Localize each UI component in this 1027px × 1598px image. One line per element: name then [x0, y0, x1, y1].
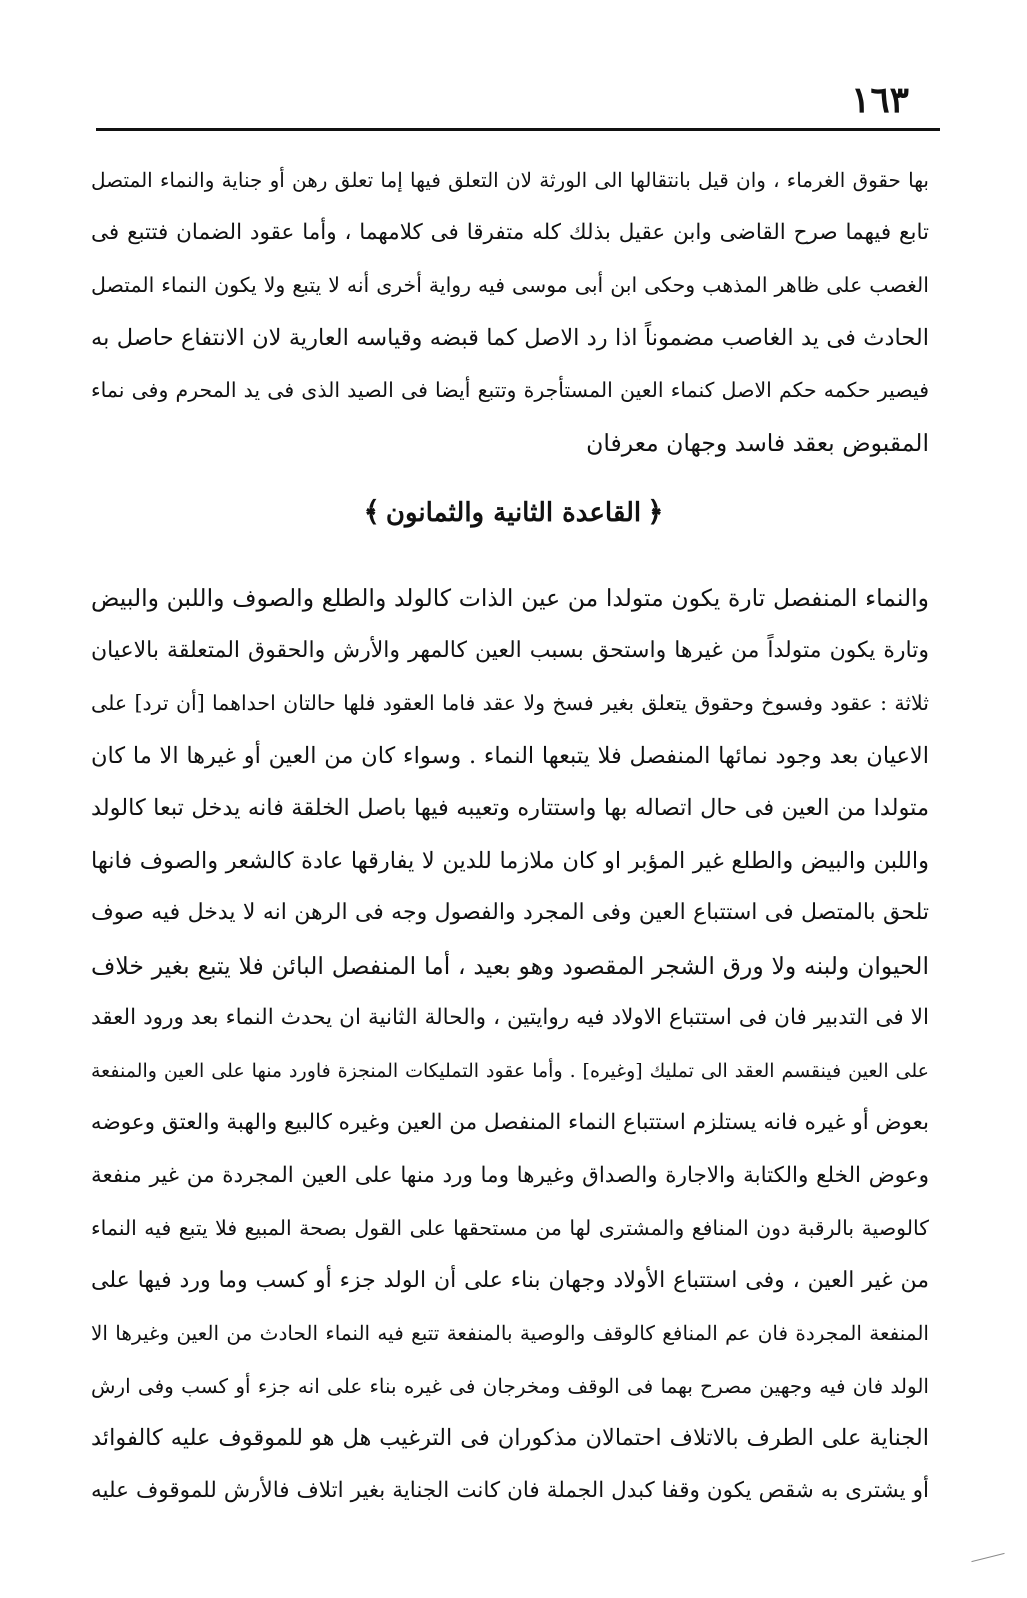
text-line: على العين فينقسم العقد الى تمليك [وغيره] . وأما عقود التمليكات المنجزة فاورد منها على العين والمنفعة [91, 1059, 929, 1082]
text-line: متولدا من العين فى حال اتصاله بها واستتاره وتعيبه فيها باصل الخلقة فانه يدخل تبعا كالولد [91, 795, 929, 821]
ornamental-bracket-close: ﴾ [363, 495, 380, 528]
text-line: الا فى التدبير فان فى استتباع الاولاد فيه روايتين ، والحالة الثانية ان يحدث النماء بعد ورود العقد [91, 1005, 929, 1030]
text-line: وتارة يكون متولداً من غيرها واستحق بسبب العين كالمهر والأرش والحقوق المتعلقة بالاعيان [91, 637, 929, 663]
text-line: تابع فيهما صرح القاضى وابن عقيل بذلك كله متفرقا فى كلامهما ، وأما عقود الضمان فتتبع فى [91, 219, 929, 245]
text-line: الجناية على الطرف بالاتلاف احتمالان مذكوران فى الترغيب هل هو للموقوف عليه كالفوائد [91, 1425, 929, 1451]
text-line: الغصب على ظاهر المذهب وحكى ابن أبى موسى فيه رواية أخرى أنه لا يتبع ولا يكون النماء المتصل [91, 273, 929, 297]
text-line: كالوصية بالرقبة دون المنافع والمشترى لها من مستحقها على القول بصحة المبيع فلا يتبع فيه النماء [91, 1216, 929, 1240]
text-line: من غير العين ، وفى استتباع الأولاد وجهان بناء على أن الولد جزء أو كسب وما ورد فيها على [91, 1267, 929, 1293]
text-line: المقبوض بعقد فاسد وجهان معرفان [586, 428, 929, 457]
text-line: المنفعة المجردة فان عم المنافع كالوقف والوصية بالمنفعة تتبع فيه النماء الحادث من العين وغيرها الا [91, 1321, 929, 1345]
text-line: ثلاثة : عقود وفسوخ وحقوق يتعلق بغير فسخ ولا عقد فاما العقود فلها حالتان احداهما [أن ترد] على [91, 691, 929, 715]
text-line: وعوض الخلع والكتابة والاجارة والصداق وغيرها وما ورد منها على العين المجردة من غير منفعة [91, 1162, 929, 1188]
ornamental-bracket-open: ﴿ [647, 495, 664, 528]
text-line: الولد فان فيه وجهين مصرح بهما فى الوقف ومخرجان فى غيره بناء على انه جزء أو كسب وفى ارش [91, 1373, 929, 1398]
scan-mark [971, 1553, 1004, 1562]
paragraph-2 [91, 572, 929, 1517]
text-line: أو يشترى به شقص يكون وقفا كبدل الجملة فان كانت الجناية بغير اتلاف فالأرش للموقوف عليه [91, 1477, 929, 1503]
page-number: ١٦٣ [850, 79, 909, 121]
section-heading-text: القاعدة الثانية والثمانون [385, 498, 642, 528]
text-line: فيصير حكمه حكم الاصل كنماء العين المستأجرة وتتبع أيضا فى الصيد الذى فى يد المحرم وفى نماء [91, 378, 929, 402]
text-line: تلحق بالمتصل فى استتباع العين وفى المجرد والفصول وجه فى الرهن انه لا يدخل فيه صوف [91, 900, 929, 925]
text-line: والنماء المنفصل تارة يكون متولدا من عين الذات كالولد والطلع والصوف واللبن والبيض [91, 584, 929, 612]
text-line: واللبن والبيض والطلع غير المؤبر او كان ملازما للدين لا يفارقها عادة كالشعر والصوف فانها [91, 847, 929, 874]
paragraph-1 [91, 154, 929, 469]
section-heading [0, 492, 1027, 533]
text-line: الحيوان ولبنه ولا ورق الشجر المقصود وهو بعيد ، أما المنفصل البائن فلا يتبع بغير خلاف [91, 951, 929, 980]
text-line: بها حقوق الغرماء ، وان قيل بانتقالها الى الورثة لان التعلق فيها إما تعلق رهن أو جناية والنماء المتصل [91, 168, 929, 192]
header-rule [96, 128, 940, 131]
text-line: الحادث فى يد الغاصب مضموناً اذا رد الاصل كما قبضه وقياسه العارية لان الانتفاع حاصل به [91, 324, 929, 351]
text-line: الاعيان بعد وجود نمائها المنفصل فلا يتبعها النماء . وسواء كان من العين أو غيرها الا ما كان [91, 742, 929, 769]
text-line: بعوض أو غيره فانه يستلزم استتباع النماء المنفصل من العين وغيره كالبيع والهبة والعتق وعوضه [91, 1110, 929, 1135]
